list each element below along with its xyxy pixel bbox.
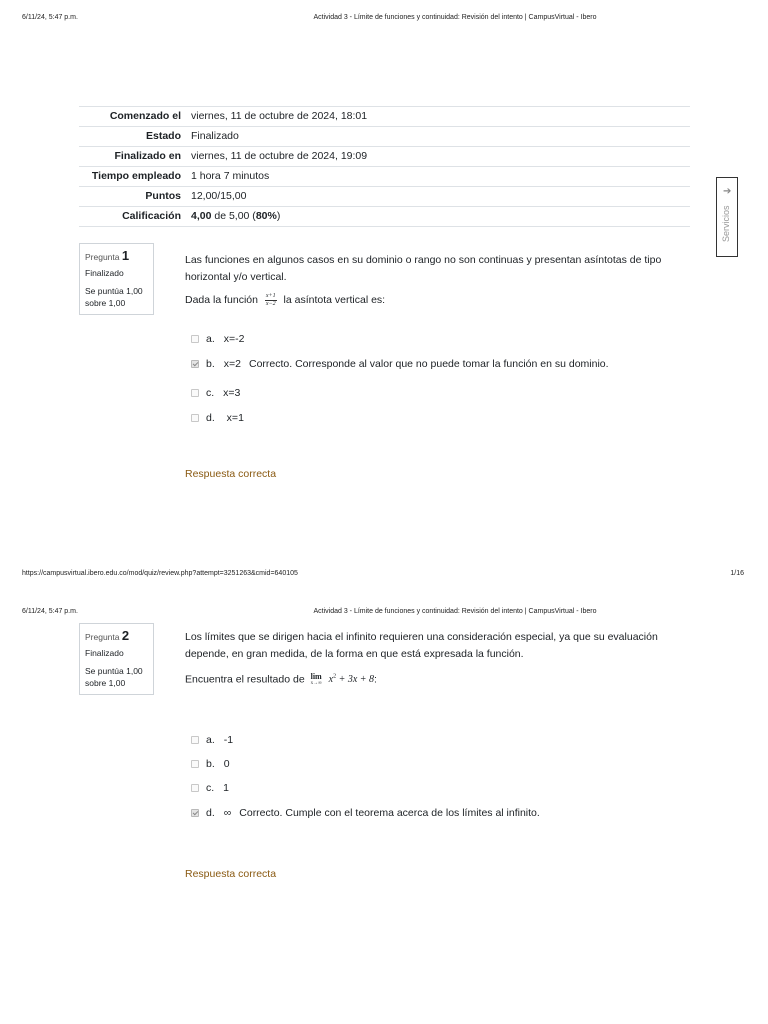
summary-label: Calificación bbox=[122, 210, 181, 222]
question-prompt bbox=[185, 292, 675, 309]
option-c[interactable] bbox=[191, 782, 237, 794]
limit-expression bbox=[329, 674, 374, 685]
expr-rest: + 3x + 8 bbox=[336, 674, 375, 686]
services-tab[interactable] bbox=[716, 177, 738, 257]
summary-value: 12,00/15,00 bbox=[191, 190, 247, 202]
print-page-number: 1/16 bbox=[730, 570, 744, 577]
checkbox-icon[interactable] bbox=[191, 414, 199, 422]
arrow-right-icon: ➔ bbox=[723, 186, 732, 197]
attempt-summary-table bbox=[79, 106, 690, 227]
summary-row-time bbox=[79, 166, 690, 186]
fraction-numerator: x+1 bbox=[265, 292, 276, 299]
question-prefix: Pregunta bbox=[85, 252, 120, 262]
option-a[interactable] bbox=[191, 333, 252, 345]
option-value: x=3 bbox=[223, 387, 241, 399]
question-number bbox=[85, 628, 148, 643]
summary-row-started bbox=[79, 106, 690, 126]
question-2-info bbox=[79, 623, 154, 695]
print-date: 6/11/24, 5:47 p.m. bbox=[22, 608, 78, 615]
print-title: Actividad 3 - Límite de funciones y continuidad: Revisión del intento | CampusVirtual - Ibero bbox=[313, 14, 597, 21]
question-prompt bbox=[185, 669, 675, 688]
option-b[interactable] bbox=[191, 358, 609, 370]
option-feedback: Correcto. Corresponde al valor que no puede tomar la función en su dominio. bbox=[249, 358, 609, 370]
summary-row-grade bbox=[79, 206, 690, 227]
option-d[interactable] bbox=[191, 807, 540, 819]
question-grade: Se puntúa 1,00 sobre 1,00 bbox=[85, 666, 143, 688]
question-grade: Se puntúa 1,00 sobre 1,00 bbox=[85, 286, 143, 308]
option-d[interactable] bbox=[191, 412, 252, 424]
option-letter: a. bbox=[206, 734, 215, 746]
question-2-result: Respuesta correcta bbox=[185, 868, 277, 880]
option-b[interactable] bbox=[191, 758, 238, 770]
question-number-value: 2 bbox=[121, 628, 130, 643]
summary-value: viernes, 11 de octubre de 2024, 19:09 bbox=[191, 150, 368, 162]
option-value: x=1 bbox=[223, 412, 244, 424]
summary-label: Tiempo empleado bbox=[91, 170, 181, 182]
print-date: 6/11/24, 5:47 p.m. bbox=[22, 14, 78, 21]
prompt-after: : bbox=[374, 673, 377, 686]
question-1-text bbox=[185, 252, 675, 315]
option-value: -1 bbox=[223, 734, 234, 746]
summary-value: viernes, 11 de octubre de 2024, 18:01 bbox=[191, 110, 368, 122]
summary-value: 1 hora 7 minutos bbox=[191, 170, 270, 182]
question-intro: Las funciones en algunos casos en su dominio o rango no son continuas y presentan asíntotas de tipo horizontal y/o vertical. bbox=[185, 254, 662, 283]
question-2-text bbox=[185, 629, 675, 694]
checkbox-icon[interactable] bbox=[191, 389, 199, 397]
summary-label: Puntos bbox=[145, 190, 181, 202]
option-letter: c. bbox=[206, 387, 215, 399]
checkbox-icon[interactable] bbox=[191, 760, 199, 768]
prompt-before: Encuentra el resultado de bbox=[185, 673, 305, 686]
question-intro: Los límites que se dirigen hacia el infinito requieren una consideración especial, ya que su evaluación depende, en gran medida, de la forma en que está expresada la función. bbox=[185, 631, 658, 660]
option-value: ∞ bbox=[223, 807, 232, 819]
grade-percent: 80% bbox=[255, 210, 277, 222]
checkbox-icon[interactable] bbox=[191, 736, 199, 744]
summary-label: Estado bbox=[145, 130, 181, 142]
summary-row-state bbox=[79, 126, 690, 146]
summary-value: Finalizado bbox=[191, 130, 239, 142]
limit-label: lim bbox=[310, 671, 322, 681]
fraction-denominator: x−2 bbox=[265, 300, 276, 307]
question-number bbox=[85, 248, 148, 263]
summary-value bbox=[191, 209, 690, 224]
checkbox-icon[interactable] bbox=[191, 784, 199, 792]
summary-label: Finalizado en bbox=[114, 150, 181, 162]
prompt-before: Dada la función bbox=[185, 294, 258, 306]
prompt-after: la asíntota vertical es: bbox=[283, 294, 386, 306]
grade-value: 4,00 bbox=[191, 210, 212, 222]
checked-checkbox-icon[interactable] bbox=[191, 360, 199, 368]
limit-notation bbox=[311, 673, 322, 687]
question-number-value: 1 bbox=[121, 248, 130, 263]
option-value: 1 bbox=[223, 782, 230, 794]
question-state: Finalizado bbox=[85, 268, 124, 278]
checkbox-icon[interactable] bbox=[191, 335, 199, 343]
services-label: Servicios bbox=[721, 205, 731, 242]
option-letter: d. bbox=[206, 807, 215, 819]
option-a[interactable] bbox=[191, 734, 241, 746]
option-value: x=2 bbox=[223, 358, 241, 370]
option-value: 0 bbox=[223, 758, 230, 770]
checked-checkbox-icon[interactable] bbox=[191, 809, 199, 817]
question-state: Finalizado bbox=[85, 648, 124, 658]
grade-close: ) bbox=[276, 210, 281, 222]
question-prefix: Pregunta bbox=[85, 632, 120, 642]
option-letter: b. bbox=[206, 758, 215, 770]
option-value: x=-2 bbox=[223, 333, 245, 345]
option-c[interactable] bbox=[191, 387, 248, 399]
option-letter: c. bbox=[206, 782, 215, 794]
expr-exponent: 2 bbox=[333, 674, 337, 680]
fraction bbox=[265, 293, 277, 308]
option-letter: b. bbox=[206, 358, 215, 370]
summary-label: Comenzado el bbox=[109, 110, 181, 122]
print-title: Actividad 3 - Límite de funciones y continuidad: Revisión del intento | CampusVirtual - Ibero bbox=[313, 608, 597, 615]
grade-of: de 5,00 ( bbox=[211, 210, 256, 222]
option-feedback: Correcto. Cumple con el teorema acerca de los límites al infinito. bbox=[239, 807, 540, 819]
expr-base: x bbox=[328, 674, 334, 686]
summary-row-finished bbox=[79, 146, 690, 166]
limit-subscript: x→∞ bbox=[310, 680, 322, 686]
print-url: https://campusvirtual.ibero.edu.co/mod/quiz/review.php?attempt=3251263&cmid=640105 bbox=[22, 570, 298, 577]
option-letter: a. bbox=[206, 333, 215, 345]
question-1-info bbox=[79, 243, 154, 315]
summary-row-points bbox=[79, 186, 690, 206]
question-1-result: Respuesta correcta bbox=[185, 468, 277, 480]
option-letter: d. bbox=[206, 412, 215, 424]
